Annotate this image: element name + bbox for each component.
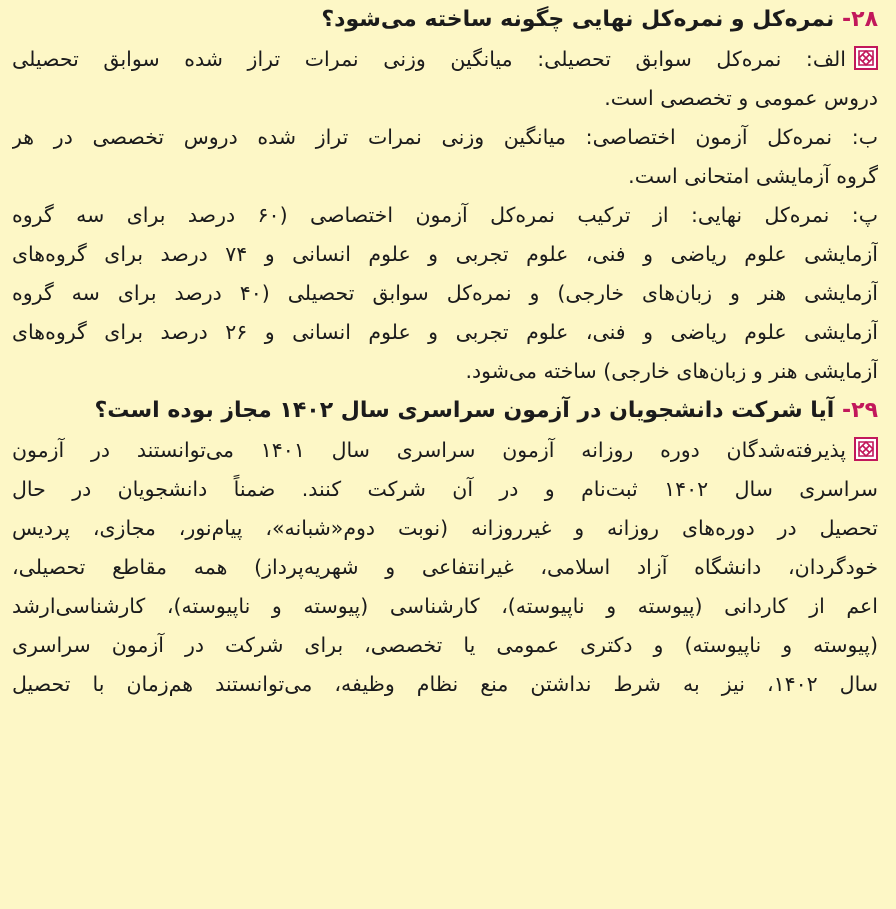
answer-mark-icon (854, 46, 878, 70)
question-29-title: آیا شرکت دانشجویان در آزمون سراسری سال ۱۴۰۲ مجاز بوده است؟ (94, 398, 835, 423)
question-29-number: ۲۹- (842, 398, 878, 423)
answer-28-line-7: آزمایشی هنر و زبان‌های خارجی) و نمره‌کل سوابق تحصیلی (۴۰ درصد برای سه گروه (12, 281, 878, 305)
answer-29-line-2: سراسری سال ۱۴۰۲ ثبت‌نام و در آن شرکت کنند. ضمناً دانشجویان در حال (12, 477, 878, 501)
question-28-title: نمره‌کل و نمره‌کل نهایی چگونه ساخته می‌شود؟ (321, 7, 835, 32)
answer-28-line-1 (12, 40, 878, 79)
question-28-number: ۲۸- (842, 7, 878, 32)
answer-28-line-4: گروه آزمایشی امتحانی است. (628, 164, 878, 188)
answer-29-line-5: اعم از کاردانی (پیوسته و ناپیوسته)، کارشناسی (پیوسته و ناپیوسته)، کارشناسی‌ارشد (12, 594, 878, 618)
answer-28-line-8: آزمایشی علوم ریاضی و فنی، علوم تجربی و علوم انسانی و ۲۶ درصد برای گروه‌های (12, 320, 878, 344)
answer-29-line-3: تحصیل در دوره‌های روزانه و غیرروزانه (نوبت دوم«شبانه»، پیام‌نور، مجازی، پردیس (12, 516, 878, 540)
answer-29-line-4: خودگردان، دانشگاه آزاد اسلامی، غیرانتفاعی و شهریه‌پرداز) همه مقاطع تحصیلی، (12, 555, 878, 579)
answer-29-text-1: پذیرفته‌شدگان دوره روزانه آزمون سراسری سال ۱۴۰۱ می‌توانستند در آزمون (12, 438, 846, 462)
answer-29-line-7: سال ۱۴۰۲، نیز به شرط نداشتن منع نظام وظیفه، می‌توانستند هم‌زمان با تحصیل (12, 672, 878, 696)
answer-28-line-2: دروس عمومی و تخصصی است. (604, 86, 878, 110)
answer-28-line-9: آزمایشی هنر و زبان‌های خارجی) ساخته می‌شود. (465, 359, 878, 383)
answer-28-line-5: پ: نمره‌کل نهایی: از ترکیب نمره‌کل آزمون اختصاصی (۶۰ درصد برای سه گروه (12, 203, 878, 227)
answer-29-line-6: (پیوسته و ناپیوسته) و دکتری عمومی یا تخصصی، برای شرکت در آزمون سراسری (12, 633, 878, 657)
question-29-heading (12, 391, 878, 431)
answer-29-line-1 (12, 431, 878, 470)
answer-28-line-6: آزمایشی علوم ریاضی و فنی، علوم تجربی و علوم انسانی و ۷۴ درصد برای گروه‌های (12, 242, 878, 266)
answer-28-text-1: الف: نمره‌کل سوابق تحصیلی: میانگین وزنی نمرات تراز شده سوابق تحصیلی (12, 47, 846, 71)
answer-28-line-3: ب: نمره‌کل آزمون اختصاصی: میانگین وزنی نمرات تراز شده دروس تخصصی در هر (12, 125, 878, 149)
answer-mark-icon (854, 437, 878, 461)
question-28-heading (12, 0, 878, 40)
